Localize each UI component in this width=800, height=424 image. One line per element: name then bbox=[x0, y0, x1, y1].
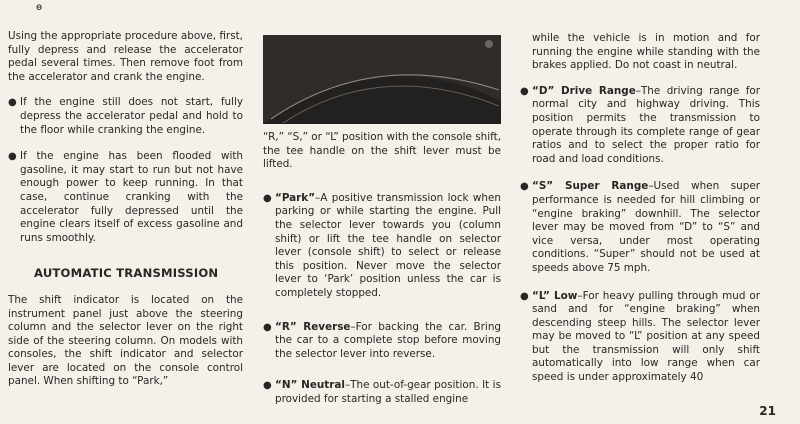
reverse-title: “R” Reverse bbox=[275, 320, 351, 333]
bullet-text: If the engine still does not start, fully depress the accelerator pedal and hold to the floor while cranking the engine. bbox=[20, 96, 243, 136]
bullet-dot-icon: ● bbox=[8, 151, 17, 163]
drive-text: –The driving range for normal city and highway driving. This position permits the transmission to operate through its complete range of gear ratios and to select the proper ratio for road and load conditions. bbox=[532, 84, 760, 165]
bullet-item bbox=[520, 290, 760, 385]
bullet-dot-icon: ● bbox=[263, 380, 272, 392]
middle-column bbox=[263, 131, 501, 407]
bullet-text: If the engine has been flooded with gasoline, it may start to run but not have enough power to keep running. In that case, continue cranking with the accelerator fully depressed until the engine clears itself of excess gasoline and runs smoothly. bbox=[20, 150, 243, 244]
bullet-item bbox=[520, 85, 760, 167]
intro-paragraph: Using the appropriate procedure above, first, fully depress and release the accelerator pedal several times. Then remove foot from the accelerator and crank the engine. bbox=[8, 30, 243, 83]
super-title: “S” Super Range bbox=[532, 180, 649, 193]
bullet-dot-icon: ● bbox=[263, 321, 272, 333]
right-intro: while the vehicle is in motion and for running the engine while standing with the brakes applied. Do not coast in neutral. bbox=[532, 32, 760, 72]
low-title: “L” Low bbox=[532, 289, 578, 302]
section-heading: AUTOMATIC TRANSMISSION bbox=[34, 266, 219, 281]
bullet-dot-icon: ● bbox=[520, 85, 529, 97]
middle-intro: “R,” “S,” or “L” position with the console shift, the tee handle on the shift lever must be lifted. bbox=[263, 131, 501, 171]
bullet-item bbox=[263, 321, 501, 362]
transmission-paragraph: The shift indicator is located on the instrument panel just above the steering column and the selector lever on the right side of the steering column. On models with consoles, the shift indicator and selector lever are located on the console control panel. When shifting to “Park,” bbox=[8, 293, 243, 388]
bullet-dot-icon: ● bbox=[8, 97, 17, 109]
top-mark: ɵ bbox=[36, 2, 43, 13]
bullet-item bbox=[263, 192, 501, 301]
neutral-text: –The out-of-gear position. It is provided for starting a stalled engine bbox=[275, 379, 501, 405]
page-number: 21 bbox=[759, 404, 776, 418]
super-text: –Used when super performance is needed for hill climbing or “engine braking” downhill. The selector lever may be moved from “D” to “S” and vice versa, under most operating conditions. “Super” should not be used at speeds above 75 mph. bbox=[532, 180, 760, 274]
park-text: –A positive transmission lock when parking or while starting the engine. Pull the selector lever towards you (column shift) or lift the tee handle on selector lever (console shift) to select or release this position. Never move the selector lever to ‘Park’ position unless the car is completely stopped. bbox=[275, 191, 501, 299]
bullet-item bbox=[263, 379, 501, 406]
low-text: –For heavy pulling through mud or sand and for “engine braking” when descending steep hills. The selector lever may be moved to “L” position at any speed but the transmission will only shift automatically into low range when car speed is under approximately 40 bbox=[532, 289, 760, 384]
bullet-dot-icon: ● bbox=[263, 192, 272, 204]
drive-title: “D” Drive Range bbox=[532, 84, 636, 97]
bullet-item bbox=[520, 180, 760, 275]
bullet-item bbox=[8, 96, 243, 137]
bullet-dot-icon: ● bbox=[520, 181, 529, 193]
shift-indicator-image bbox=[263, 35, 501, 124]
bullet-item bbox=[8, 150, 243, 245]
left-column bbox=[8, 0, 243, 389]
bullet-dot-icon: ● bbox=[520, 290, 529, 302]
park-title: “Park” bbox=[275, 191, 316, 204]
reverse-text: –For backing the car. Bring the car to a complete stop before moving the selector lever into reverse. bbox=[275, 320, 501, 360]
neutral-title: “N” Neutral bbox=[275, 379, 345, 392]
right-column bbox=[520, 32, 760, 385]
